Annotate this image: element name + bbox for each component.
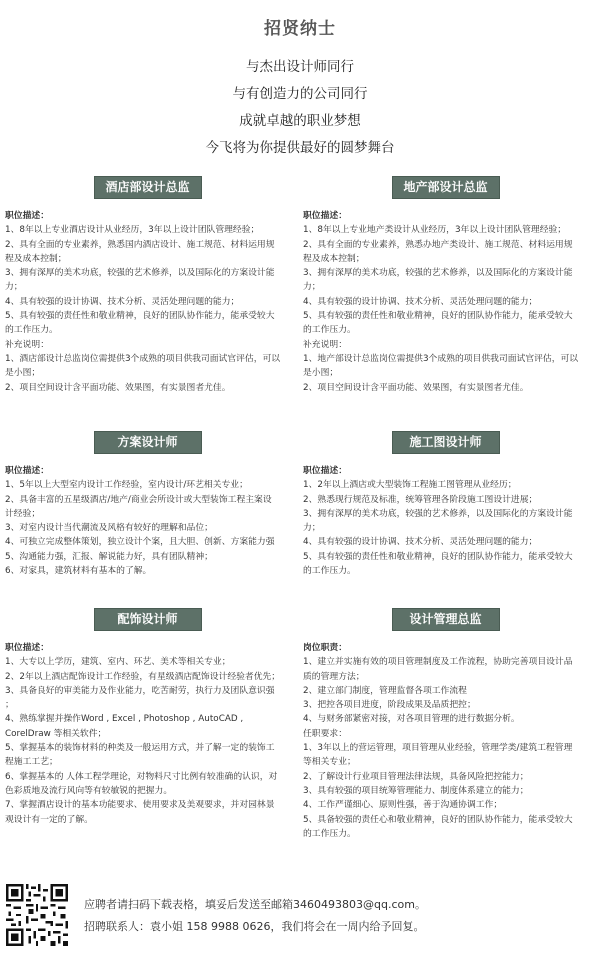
section-decor-designer: [5, 608, 290, 827]
page-title: 招贤纳士: [264, 19, 336, 39]
section-title-badge: 设计管理总监: [392, 608, 500, 631]
section-title-badge: 配饰设计师: [94, 608, 202, 631]
section-title-badge: 地产部设计总监: [392, 176, 500, 199]
text-line: 程施工工艺；: [5, 757, 58, 768]
text-line: 3、具有较强的项目统筹管理能力、制度体系建立的能力；: [303, 785, 529, 796]
text-line: 4、可独立完成整体策划，独立设计个案，且大胆、创新、方案能力强: [5, 537, 275, 548]
text-line: 5、具有较强的责任性和敬业精神，良好的团队协作能力，能承受较大: [303, 311, 573, 322]
text-line: 2、建立部门制度，管理监督各项工作流程: [303, 685, 467, 696]
footer-line: 应聘者请扫码下载表格，填妥后发送至邮箱3460493803@qq.com。: [84, 898, 426, 911]
text-line: 4、与财务部紧密对接，对各项目管理的进行数据分析。: [303, 714, 520, 725]
slogan-line: 今飞将为你提供最好的圆梦舞台: [205, 140, 395, 156]
text-line: 计经验；: [5, 508, 41, 519]
text-line: 的工作压力。: [5, 325, 58, 336]
text-line: 质的管理方法；: [303, 671, 365, 682]
contact-info: [84, 894, 426, 938]
text-line: 1、酒店部设计总监岗位需提供3个成熟的项目供我司面试官评估，可以: [5, 353, 281, 364]
text-line: CorelDraw 等相关软件；: [5, 728, 107, 739]
text-line: 7、掌握酒店设计的基本功能要求、使用要求及美观要求，并对园林景: [5, 800, 275, 811]
text-line: 1、2年以上酒店或大型装饰工程施工图管理从业经历；: [303, 480, 517, 491]
text-line: 5、具备较强的责任心和敬业精神，良好的团队协作能力，能承受较大: [303, 814, 573, 825]
text-line: 3、拥有深厚的美术功底，较强的艺术修养，以及国际化的方案设计能: [303, 268, 573, 279]
text-line: 2、具有全面的专业素养，熟悉国内酒店设计、施工规范、材料运用规: [5, 239, 275, 250]
text-line: 1、大专以上学历，建筑、室内、环艺、美术等相关专业；: [5, 657, 231, 668]
text-line: 3、对室内设计当代潮流及风格有较好的理解和品位；: [5, 523, 213, 534]
text-line: 5、具有较强的责任性和敬业精神，良好的团队协作能力，能承受较大: [303, 551, 573, 562]
text-line: 2、2年以上酒店配饰设计工作经验，有星级酒店配饰设计经验者优先；: [5, 671, 281, 682]
section-title-badge: 施工图设计师: [392, 431, 500, 454]
text-line: 2、了解设计行业项目管理法律法规，具备风险把控能力；: [303, 771, 529, 782]
section-title-badge: 酒店部设计总监: [94, 176, 202, 199]
text-line: 3、拥有深厚的美术功底，较强的艺术修养，以及国际化的方案设计能: [303, 508, 573, 519]
text-line: 5、沟通能力强，汇报、解说能力好，具有团队精神；: [5, 551, 213, 562]
slogan-line: 与有创造力的公司同行: [232, 86, 368, 102]
section-scheme-designer: [5, 431, 290, 578]
text-line: 4、具有较强的设计协调、技术分析、灵活处理问题的能力；: [5, 296, 240, 307]
text-line: ；: [5, 700, 14, 711]
section-construction-drawing-designer: [303, 431, 588, 578]
line-list: [5, 223, 290, 337]
qr-code-icon[interactable]: [6, 884, 68, 946]
text-line: 色彩质地及流行风向等有较敏锐的把握力。: [5, 785, 173, 796]
line-list: [303, 223, 588, 337]
text-line: 的工作压力。: [303, 828, 356, 839]
text-line: 是小图；: [5, 368, 41, 379]
text-line: 2、具备丰富的五星级酒店/地产/商业会所设计或大型装饰工程主案设: [5, 494, 272, 505]
text-line: 力；: [303, 523, 321, 534]
line-list: [5, 655, 290, 827]
section-estate-design-director: [303, 176, 588, 395]
text-line: 3、具备良好的审美能力及作业能力，吃苦耐劳，执行力及团队意识强: [5, 685, 275, 696]
text-line: 力；: [5, 282, 23, 293]
footer-line: 招聘联系人：袁小姐 158 9988 0626，我们将会在一周内给予回复。: [84, 920, 425, 933]
text-line: 4、具有较强的设计协调、技术分析、灵活处理问题的能力；: [303, 296, 538, 307]
text-line: 程及成本控制；: [5, 253, 67, 264]
section-label: 任职要求：: [303, 728, 347, 739]
text-line: 是小图；: [303, 368, 339, 379]
text-line: 5、具有较强的责任性和敬业精神，良好的团队协作能力，能承受较大: [5, 311, 275, 322]
line-list: [5, 352, 290, 395]
text-line: 等相关专业；: [303, 757, 356, 768]
section-label: 职位描述：: [5, 643, 49, 653]
line-list: [303, 655, 588, 726]
text-line: 4、工作严谨细心、原则性强，善于沟通协调工作；: [303, 800, 503, 811]
text-line: 1、建立并实施有效的项目管理制度及工作流程，协助完善项目设计品: [303, 657, 573, 668]
text-line: 6、掌握基本的 人体工程学理论，对物料尺寸比例有较准确的认识，对: [5, 771, 278, 782]
section-label: 补充说明：: [5, 339, 49, 350]
section-label: 补充说明：: [303, 339, 347, 350]
slogan-line: 成就卓越的职业梦想: [239, 113, 361, 129]
footer: [6, 884, 596, 946]
section-label: 岗位职责：: [303, 643, 347, 653]
line-list: [303, 478, 588, 578]
text-line: 2、项目空间设计含平面功能、效果图，有实景图者尤佳。: [5, 382, 231, 393]
section-hotel-design-director: [5, 176, 290, 395]
text-line: 的工作压力。: [303, 325, 356, 336]
text-line: 2、项目空间设计含平面功能、效果图，有实景图者尤佳。: [303, 382, 529, 393]
text-line: 1、地产部设计总监岗位需提供3个成熟的项目供我司面试官评估，可以: [303, 353, 579, 364]
slogan-block: [0, 54, 600, 162]
text-line: 4、熟练掌握并操作Word , Excel , Photoshop , AutoCAD ,: [5, 714, 244, 725]
line-list: [303, 352, 588, 395]
section-label: 职位描述：: [303, 466, 347, 476]
text-line: 3、把控各项目进度，阶段成果及品质把控；: [303, 700, 476, 711]
text-line: 程及成本控制；: [303, 253, 365, 264]
text-line: 6、对家具，建筑材料有基本的了解。: [5, 566, 152, 577]
text-line: 5、掌握基本的装饰材料的种类及一般运用方式，并了解一定的装饰工: [5, 743, 275, 754]
text-line: 1、5年以上大型室内设计工作经验，室内设计/环艺相关专业；: [5, 480, 248, 491]
text-line: 2、熟悉现行规范及标准，统筹管理各阶段施工图设计进展；: [303, 494, 538, 505]
text-line: 2、具有全面的专业素养，熟悉办地产类设计、施工规范、材料运用规: [303, 239, 573, 250]
text-line: 1、8年以上专业地产类设计从业经历，3年以上设计团队管理经验；: [303, 225, 567, 236]
text-line: 1、8年以上专业酒店设计从业经历，3年以上设计团队管理经验；: [5, 225, 260, 236]
text-line: 观设计有一定的了解。: [5, 814, 93, 825]
text-line: 3、拥有深厚的美术功底，较强的艺术修养，以及国际化的方案设计能: [5, 268, 275, 279]
section-label: 职位描述：: [5, 466, 49, 476]
section-label: 职位描述：: [303, 211, 347, 221]
text-line: 力；: [303, 282, 321, 293]
text-line: 的工作压力。: [303, 566, 356, 577]
section-label: 职位描述：: [5, 211, 49, 221]
line-list: [5, 478, 290, 578]
text-line: 4、具有较强的设计协调、技术分析、灵活处理问题的能力；: [303, 537, 538, 548]
section-title-badge: 方案设计师: [94, 431, 202, 454]
line-list: [303, 741, 588, 841]
section-design-management-director: [303, 608, 588, 841]
text-line: 1、3年以上的营运管理，项目管理从业经验，管理学类/建筑工程管理: [303, 743, 573, 754]
slogan-line: 与杰出设计师同行: [246, 59, 354, 75]
